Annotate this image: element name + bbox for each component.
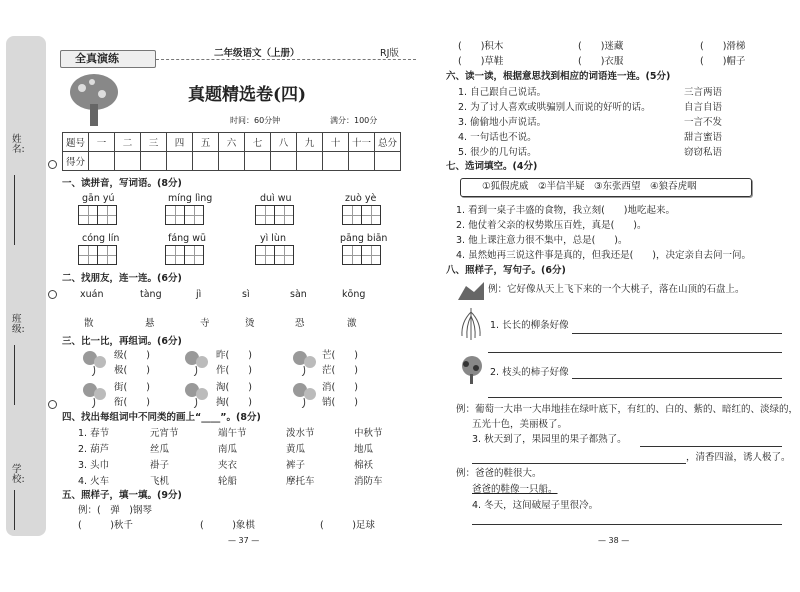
word[interactable]: 黄瓜	[286, 444, 306, 455]
word[interactable]: 地瓜	[354, 444, 374, 455]
pinyin: míng lìng	[168, 193, 213, 204]
meaning-item[interactable]: 4. 一句话也不说。	[458, 132, 537, 143]
pinyin: duì wu	[260, 193, 292, 204]
compare-item[interactable]: 茫( )	[322, 365, 358, 376]
word[interactable]: 元宵节	[150, 428, 179, 439]
answer-line[interactable]	[640, 446, 782, 447]
fill-item[interactable]: ( )足球	[320, 520, 375, 531]
section-4-title: 四、找出每组词中不同类的画上“____”。(8分)	[62, 412, 261, 423]
writing-grid[interactable]	[78, 205, 116, 225]
school-label: 学校:	[12, 464, 25, 485]
answer-line[interactable]	[488, 352, 782, 353]
persimmon-tree-icon	[456, 354, 488, 384]
section-5-title: 五、照样子，填一填。(9分)	[62, 490, 182, 501]
compare-item[interactable]: 极( )	[114, 365, 150, 376]
section-2-title: 二、找朋友，连一连。(6分)	[62, 273, 182, 284]
fill-item[interactable]: ( )积木	[458, 41, 504, 52]
idiom-item[interactable]: 窃窃私语	[684, 147, 723, 158]
compare-item[interactable]: 销( )	[322, 397, 358, 408]
question: 4. 冬天，这间破屋子里很冷。	[472, 500, 599, 511]
char-item[interactable]: 烫	[245, 318, 255, 329]
word[interactable]: 消防车	[354, 476, 383, 487]
question: ，清香四溢，诱人极了。	[686, 452, 791, 463]
writing-grid[interactable]	[342, 205, 380, 225]
compare-item[interactable]: 掏( )	[216, 397, 252, 408]
example: 五光十色，美丽极了。	[472, 419, 568, 430]
school-line	[14, 490, 15, 530]
pinyin: gān yú	[82, 193, 115, 204]
binding-hole-icon	[48, 160, 57, 169]
word[interactable]: 2. 葫芦	[78, 444, 110, 455]
idiom-item[interactable]: 自言自语	[684, 102, 723, 113]
word[interactable]: 4. 火车	[78, 476, 110, 487]
idiom-item[interactable]: 三言两语	[684, 87, 723, 98]
page-title: 真题精选卷(四)	[188, 85, 307, 105]
example: 例：( 弹 )钢琴	[78, 505, 152, 516]
word[interactable]: 轮船	[218, 476, 238, 487]
char-item[interactable]: 散	[84, 318, 94, 329]
section-6-title: 六、读一读，根据意思找到相应的词语连一连。(5分)	[446, 71, 671, 82]
options-text: ①狐假虎威 ②半信半疑 ③东张西望 ④狼吞虎咽	[482, 181, 697, 192]
edition-label: RJ版	[380, 48, 399, 59]
pinyin: jì	[196, 289, 202, 300]
pinyin: kōng	[342, 289, 366, 300]
tree-illustration-icon	[64, 70, 124, 130]
fill-item[interactable]: ( )迷藏	[578, 41, 624, 52]
char-item[interactable]: 寺	[200, 318, 210, 329]
pinyin: sì	[242, 289, 250, 300]
series-title: 全真演练	[75, 52, 119, 65]
question: 1. 长长的柳条好像	[490, 320, 569, 331]
writing-grid[interactable]	[342, 245, 380, 265]
course-title: 二年级语文（上册）	[214, 48, 300, 59]
fill-item[interactable]: ( )秋千	[78, 520, 133, 531]
word[interactable]: 泼水节	[286, 428, 315, 439]
word[interactable]: 裤子	[286, 460, 306, 471]
flower-icon	[180, 348, 216, 376]
meaning-item[interactable]: 1. 自己跟自己说话。	[458, 87, 547, 98]
idiom-item[interactable]: 一言不发	[684, 117, 723, 128]
example: 例：葡萄一大串一大串地挂在绿叶底下，有红的、白的、紫的、暗红的、淡绿的，	[456, 404, 799, 415]
answer-line[interactable]	[572, 378, 782, 379]
question: 3. 秋天到了，果园里的果子都熟了。	[472, 434, 627, 445]
compare-item[interactable]: 消( )	[322, 382, 358, 393]
writing-grid[interactable]	[165, 205, 203, 225]
flower-icon	[78, 348, 114, 376]
word[interactable]: 端午节	[218, 428, 247, 439]
word[interactable]: 中秋节	[354, 428, 383, 439]
meaning-item[interactable]: 2. 为了讨人喜欢或哄骗别人而说的好听的话。	[458, 102, 651, 113]
word[interactable]: 飞机	[150, 476, 170, 487]
compare-item[interactable]: 昨( )	[216, 350, 252, 361]
pinyin: xuán	[80, 289, 104, 300]
char-item[interactable]: 激	[347, 318, 357, 329]
fill-sentence[interactable]: 2. 他仗着父亲的权势欺压百姓，真是( )。	[456, 220, 647, 231]
section-3-title: 三、比一比，再组词。(6分)	[62, 336, 182, 347]
peach-stone-icon	[456, 278, 486, 302]
answer-line[interactable]	[472, 463, 686, 464]
fill-sentence[interactable]: 3. 他上课注意力很不集中，总是( )。	[456, 235, 628, 246]
binding-hole-icon	[48, 290, 57, 299]
answer-line[interactable]	[572, 333, 782, 334]
pinyin: pāng biān	[340, 233, 388, 244]
section-7-title: 七、选词填空。(4分)	[446, 161, 538, 172]
binding-hole-icon	[48, 400, 57, 409]
section-1-title: 一、读拼音，写词语。(8分)	[62, 178, 182, 189]
score-label: 满分：100分	[330, 116, 378, 125]
word[interactable]: 褂子	[150, 460, 170, 471]
writing-grid[interactable]	[255, 205, 293, 225]
fill-item[interactable]: ( )滑梯	[700, 41, 746, 52]
writing-grid[interactable]	[165, 245, 203, 265]
time-label: 时间：60分钟	[230, 116, 281, 125]
example: 例：爸爸的鞋很大。	[456, 468, 542, 479]
fill-sentence[interactable]: 4. 虽然她再三说这件事是真的，但我还是( )，决定亲自去问一问。	[456, 250, 751, 261]
compare-item[interactable]: 街( )	[114, 382, 150, 393]
word[interactable]: 摩托车	[286, 476, 315, 487]
name-line	[14, 175, 15, 245]
fill-sentence[interactable]: 1. 看到一桌子丰盛的食物，我立刻( )地吃起来。	[456, 205, 675, 216]
word[interactable]: 1. 春节	[78, 428, 110, 439]
word[interactable]: 夹衣	[218, 460, 238, 471]
pinyin: zuò yè	[345, 193, 377, 204]
class-line	[14, 345, 15, 405]
word[interactable]: 棉袄	[354, 460, 374, 471]
compare-item[interactable]: 芒( )	[322, 350, 358, 361]
pinyin: tàng	[140, 289, 162, 300]
pinyin: cóng lín	[82, 233, 120, 244]
meaning-item[interactable]: 5. 很少的几句话。	[458, 147, 537, 158]
compare-item[interactable]: 级( )	[114, 350, 150, 361]
example: 例：它好像从天上飞下来的一个大桃子，落在山顶的石盘上。	[488, 284, 745, 295]
willow-tree-icon	[456, 306, 486, 342]
binding-strip	[6, 36, 46, 536]
flower-icon	[288, 348, 324, 376]
compare-item[interactable]: 淘( )	[216, 382, 252, 393]
flower-icon	[78, 380, 114, 408]
word[interactable]: 3. 头巾	[78, 460, 110, 471]
score-value-row: 得分	[63, 152, 401, 171]
class-label: 班级:	[12, 314, 25, 335]
page-number: — 38 —	[598, 536, 630, 545]
page-number: — 37 —	[228, 536, 260, 545]
fill-item[interactable]: ( )象棋	[200, 520, 255, 531]
fill-item[interactable]: ( )草鞋	[458, 56, 504, 67]
pinyin: sàn	[290, 289, 307, 300]
score-header-row: 题号 一 二 三 四 五 六 七 八 九 十 十一 总分	[63, 133, 401, 152]
pinyin: fáng wū	[168, 233, 207, 244]
compare-item[interactable]: 衔( )	[114, 397, 150, 408]
pinyin: yì lùn	[260, 233, 286, 244]
meaning-item[interactable]: 3. 偷偷地小声说话。	[458, 117, 547, 128]
compare-item[interactable]: 作( )	[216, 365, 252, 376]
section-8-title: 八、照样子，写句子。(6分)	[446, 265, 566, 276]
example: 爸爸的鞋像一只船。	[472, 484, 558, 495]
writing-grid[interactable]	[78, 245, 116, 265]
flower-icon	[288, 380, 324, 408]
fill-item[interactable]: ( )衣服	[578, 56, 624, 67]
flower-icon	[180, 380, 216, 408]
question: 2. 枝头的柿子好像	[490, 367, 569, 378]
idiom-item[interactable]: 甜言蜜语	[684, 132, 723, 143]
answer-line[interactable]	[472, 524, 782, 525]
word[interactable]: 南瓜	[218, 444, 238, 455]
fill-item[interactable]: ( )帽子	[700, 56, 746, 67]
char-item[interactable]: 恐	[295, 318, 305, 329]
answer-line[interactable]	[488, 397, 782, 398]
name-label: 姓名:	[12, 134, 25, 155]
word[interactable]: 丝瓜	[150, 444, 170, 455]
char-item[interactable]: 悬	[145, 318, 155, 329]
writing-grid[interactable]	[255, 245, 293, 265]
score-table	[62, 132, 401, 171]
